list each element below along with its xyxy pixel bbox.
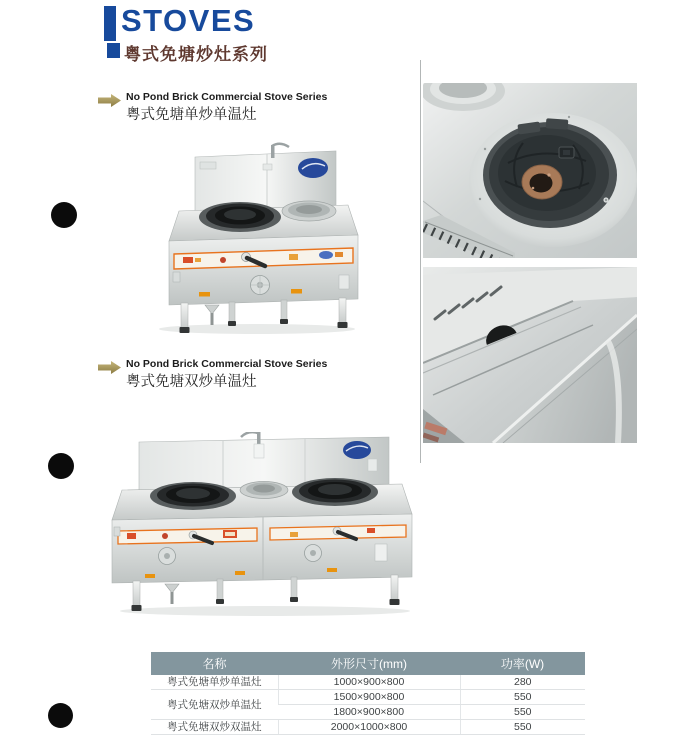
black-dot <box>48 703 73 728</box>
cell-name: 粤式免塘双炒单温灶 <box>151 690 278 720</box>
black-dot <box>51 202 77 228</box>
page-subtitle: 粤式免塘炒灶系列 <box>124 45 268 64</box>
single-wok-stove-photo <box>143 142 371 341</box>
table-row <box>151 675 585 690</box>
brand-bar-logo <box>104 6 116 41</box>
col-header-power: 功率(W) <box>460 652 585 675</box>
section-1-title-zh: 粤式免塘单炒单温灶 <box>126 107 257 123</box>
cell-name: 粤式免塘单炒单温灶 <box>151 675 278 690</box>
gold-right-arrow-icon <box>98 360 122 380</box>
cell-dimensions: 1500×900×800 <box>278 690 460 705</box>
double-wok-stove-photo <box>105 432 420 623</box>
col-header-dimensions: 外形尺寸(mm) <box>278 652 460 675</box>
cell-name: 粤式免塘双炒双温灶 <box>151 720 278 735</box>
table-row <box>151 690 585 705</box>
cell-power: 280 <box>460 675 585 690</box>
gold-right-arrow-icon <box>98 93 122 113</box>
vertical-divider <box>420 60 421 463</box>
worktop-corner-closeup-photo <box>423 267 637 448</box>
page-title: STOVES <box>121 3 256 38</box>
section-2-title-en: No Pond Brick Commercial Stove Series <box>126 358 328 370</box>
spec-table-header-row <box>151 652 585 675</box>
cell-dimensions: 2000×1000×800 <box>278 720 460 735</box>
cell-dimensions: 1000×900×800 <box>278 675 460 690</box>
brand-square-logo <box>107 43 120 58</box>
black-dot <box>48 453 74 479</box>
cell-power: 550 <box>460 720 585 735</box>
section-1-title-en: No Pond Brick Commercial Stove Series <box>126 91 328 103</box>
cell-power: 550 <box>460 690 585 705</box>
spec-table <box>151 652 585 735</box>
col-header-name: 名称 <box>151 652 278 675</box>
cell-dimensions: 1800×900×800 <box>278 705 460 720</box>
cell-power: 550 <box>460 705 585 720</box>
burner-closeup-photo <box>423 83 637 263</box>
section-2-title-zh: 粤式免塘双炒单温灶 <box>126 374 257 390</box>
table-row <box>151 720 585 735</box>
